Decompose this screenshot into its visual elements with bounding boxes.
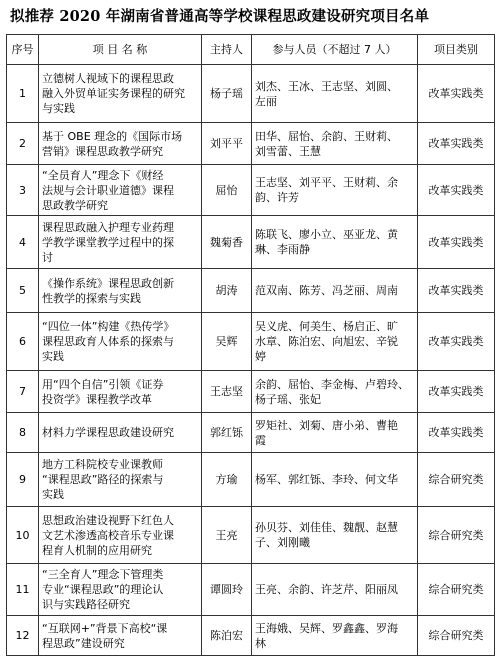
row-no: 7 [7,371,39,413]
row-project: 立德树人视域下的课程思政 融入外贸单证实务课程的研究 与实践 [39,65,202,123]
row-no: 10 [7,507,39,564]
row-category: 改革实践类 [418,371,495,413]
table-row [7,65,495,123]
header-project: 项 目 名 称 [39,35,202,65]
row-category: 综合研究类 [418,616,495,656]
row-category: 改革实践类 [418,313,495,371]
table-row [7,616,495,656]
row-project: “四位一体”构建《热传学》 课程思政育人体系的探索与 实践 [39,313,202,371]
row-host: 胡涛 [202,269,252,313]
table-row [7,313,495,371]
row-no: 8 [7,413,39,453]
row-category: 改革实践类 [418,65,495,123]
row-category: 综合研究类 [418,507,495,564]
row-no: 1 [7,65,39,123]
table-row [7,453,495,507]
row-host: 杨子瑶 [202,65,252,123]
table-row [7,413,495,453]
row-no: 12 [7,616,39,656]
row-host: 屈怡 [202,165,252,216]
row-members: 罗矩社、刘菊、唐小弟、曹艳 霞 [252,413,418,453]
row-project: 材料力学课程思政建设研究 [39,413,202,453]
row-category: 综合研究类 [418,453,495,507]
row-host: 王志坚 [202,371,252,413]
row-category: 改革实践类 [418,216,495,269]
row-project: 用“四个自信”引领《证券 投资学》课程教学改革 [39,371,202,413]
row-project: “全员育人”理念下《财经 法规与会计职业道德》课程 思政教学研究 [39,165,202,216]
row-category: 改革实践类 [418,165,495,216]
table-row [7,371,495,413]
header-members: 参与人员（不超过 7 人） [252,35,418,65]
row-project: 基于 OBE 理念的《国际市场 营销》课程思政教学研究 [39,123,202,165]
row-project: 《操作系统》课程思政创新 性教学的探索与实践 [39,269,202,313]
row-members: 王亮、余韵、许芝芹、阳丽凤 [252,564,418,616]
header-no: 序号 [7,35,39,65]
row-members: 余韵、屈怡、李金梅、卢碧玲、 杨子瑶、张妃 [252,371,418,413]
table-row [7,507,495,564]
table-row [7,165,495,216]
table-row [7,564,495,616]
row-members: 刘杰、王冰、王志坚、刘圆、 左丽 [252,65,418,123]
row-members: 范双南、陈芳、冯芝丽、周南 [252,269,418,313]
row-project: “三全育人”理念下管理类 专业“课程思政”的理论认 识与实践路径研究 [39,564,202,616]
row-members: 吴义虎、何美生、杨启正、旷 水章、陈泊宏、向旭宏、辛锐 婷 [252,313,418,371]
document-title: 拟推荐 2020 年湖南省普通高等学校课程思政建设研究项目名单 [10,8,430,25]
row-no: 5 [7,269,39,313]
row-host: 谭圆玲 [202,564,252,616]
header-host: 主持人 [202,35,252,65]
row-host: 魏菊香 [202,216,252,269]
row-host: 方瑜 [202,453,252,507]
row-host: 郭红铄 [202,413,252,453]
row-project: 思想政治建设视野下红色人 文艺术渗透高校音乐专业课 程育人机制的应用研究 [39,507,202,564]
row-host: 王亮 [202,507,252,564]
row-no: 2 [7,123,39,165]
row-category: 改革实践类 [418,123,495,165]
row-no: 4 [7,216,39,269]
row-category: 综合研究类 [418,564,495,616]
header-category: 项目类别 [418,35,495,65]
table-row [7,269,495,313]
row-no: 11 [7,564,39,616]
row-members: 王海娥、吴辉、罗鑫鑫、罗海 林 [252,616,418,656]
table-row [7,216,495,269]
row-no: 3 [7,165,39,216]
row-category: 改革实践类 [418,269,495,313]
row-project: “互联网+”背景下高校“课 程思政”建设研究 [39,616,202,656]
row-members: 田华、屈怡、余韵、王财莉、 刘雪蕾、王慧 [252,123,418,165]
table-row [7,123,495,165]
row-no: 6 [7,313,39,371]
row-project: 地方工科院校专业课教师 “课程思政”路径的探索与 实践 [39,453,202,507]
project-table [6,34,495,656]
row-members: 陈联飞、廖小立、巫亚龙、黄 琳、李雨静 [252,216,418,269]
row-host: 吴辉 [202,313,252,371]
row-host: 陈泊宏 [202,616,252,656]
row-members: 王志坚、刘平平、王财莉、余 韵、许芳 [252,165,418,216]
row-project: 课程思政融入护理专业药理 学教学课堂教学过程中的探 讨 [39,216,202,269]
row-category: 改革实践类 [418,413,495,453]
row-host: 刘平平 [202,123,252,165]
table-header-row [7,35,495,65]
row-members: 孙贝芬、刘佳佳、魏靓、赵慧 子、刘刚曦 [252,507,418,564]
row-no: 9 [7,453,39,507]
row-members: 杨军、郭红铄、李玲、何文华 [252,453,418,507]
